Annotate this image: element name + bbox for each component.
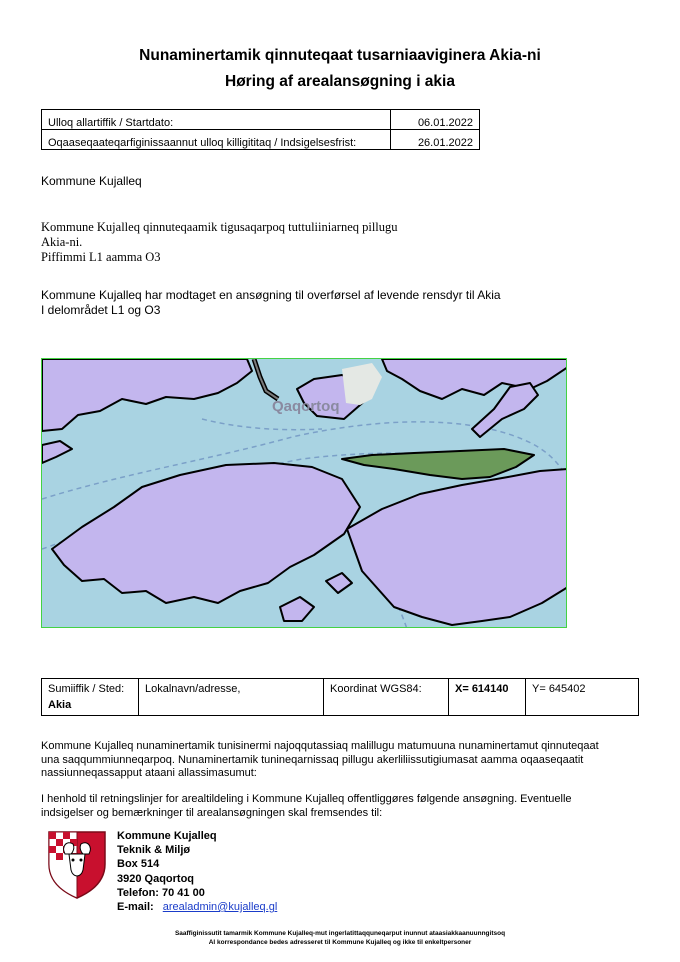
footer-note xyxy=(0,930,680,947)
intro-da-line: I delområdet L1 og O3 xyxy=(41,302,161,317)
coord-y: Y= 645402 xyxy=(526,679,639,716)
intro-danish xyxy=(41,288,501,317)
municipality-name: Kommune Kujalleq xyxy=(41,174,142,188)
email-link[interactable]: arealadmin@kujalleq.gl xyxy=(162,901,278,914)
contact-city: 3920 Qaqortoq xyxy=(117,872,195,885)
contact-email-row xyxy=(117,900,277,914)
location-table xyxy=(41,678,639,716)
contact-block xyxy=(117,829,277,914)
body-greenlandic xyxy=(41,740,641,781)
body-danish xyxy=(41,793,641,820)
contact-phone: Telefon: 70 41 00 xyxy=(117,886,205,899)
map-place-label: Qaqortoq xyxy=(272,398,340,415)
footer-line-kl: Saaffiginissutit tamarmik Kommune Kujalleq-mut ingerlatittaqquneqarput inunnut ataasiakkaanuunngitsoq xyxy=(174,930,506,937)
intro-kl-line: Piffimmi L1 aamma O3 xyxy=(41,250,161,264)
contact-box: Box 514 xyxy=(117,858,160,871)
deadline-row xyxy=(42,130,480,150)
land-northeast xyxy=(382,359,567,399)
land-northwest xyxy=(42,359,252,431)
land-akia xyxy=(52,463,360,603)
start-date-row xyxy=(42,110,480,130)
start-date-label: Ulloq allartiffik / Startdato: xyxy=(42,110,391,130)
start-date-value: 06.01.2022 xyxy=(391,110,480,130)
location-row xyxy=(42,679,639,716)
body-da-line: indsigelser og bemærkninger til arealansøgningen skal fremsendes til: xyxy=(41,806,383,819)
kujalleq-crest-icon xyxy=(47,830,107,900)
footer-line-da: Al korrespondance bedes adresseret til Kommune Kujalleq og ikke til enkeltpersoner xyxy=(208,938,472,946)
address-label: Lokalnavn/adresse, xyxy=(139,679,324,716)
road-line xyxy=(254,359,278,399)
body-kl-line: una saqqummiunneqarpoq. Nunaminertamik tunineqarnissaq pillugu akerliliissutigiumasat aamma oqaaseqaatit xyxy=(41,753,584,766)
map-graphic xyxy=(42,359,567,628)
coord-label: Koordinat WGS84: xyxy=(324,679,449,716)
body-kl-line: nassiunneqassapput ataani allassimasumut: xyxy=(41,767,257,779)
coord-x: X= 614140 xyxy=(449,679,526,716)
intro-greenlandic xyxy=(41,220,398,265)
land-islet-south xyxy=(280,597,314,621)
intro-kl-line: Kommune Kujalleq qinnuteqaamik tigusaqarpoq tuttuliiniarneq pillugu xyxy=(41,220,398,234)
area-map xyxy=(41,358,567,628)
intro-kl-line: Akia-ni. xyxy=(41,235,83,249)
deadline-label: Oqaaseqaateqarfiginissaannut ulloq killigititaq / Indsigelsesfrist: xyxy=(42,130,391,150)
email-label: E-mail: xyxy=(117,901,154,914)
land-east xyxy=(347,469,567,625)
place-label: Sumiiffik / Sted: xyxy=(48,683,125,695)
intro-da-line: Kommune Kujalleq har modtaget en ansøgning til overførsel af levende rensdyr til Akia xyxy=(41,288,501,302)
title-danish: Høring af arealansøgning i akia xyxy=(225,73,455,90)
land-west-spit xyxy=(42,441,72,463)
contact-department: Teknik & Miljø xyxy=(117,844,191,857)
place-value: Akia xyxy=(48,699,72,711)
contact-name: Kommune Kujalleq xyxy=(117,830,217,842)
land-islet-small xyxy=(326,573,352,593)
deadline-value: 26.01.2022 xyxy=(391,130,480,150)
body-da-line: I henhold til retningslinjer for arealtildeling i Kommune Kujalleq offentliggøres følgende ansøgning. Eventuelle xyxy=(41,793,572,805)
title-greenlandic: Nunaminertamik qinnuteqaat tusarniaaviginera Akia-ni xyxy=(139,47,541,64)
place-cell xyxy=(42,679,139,716)
dates-table xyxy=(41,109,480,150)
town-area xyxy=(342,363,382,405)
body-kl-line: Kommune Kujalleq nunaminertamik tunisinermi najoqqutassiaq malillugu matumuuna nunaminertamut qinnuteqaat xyxy=(41,740,599,752)
